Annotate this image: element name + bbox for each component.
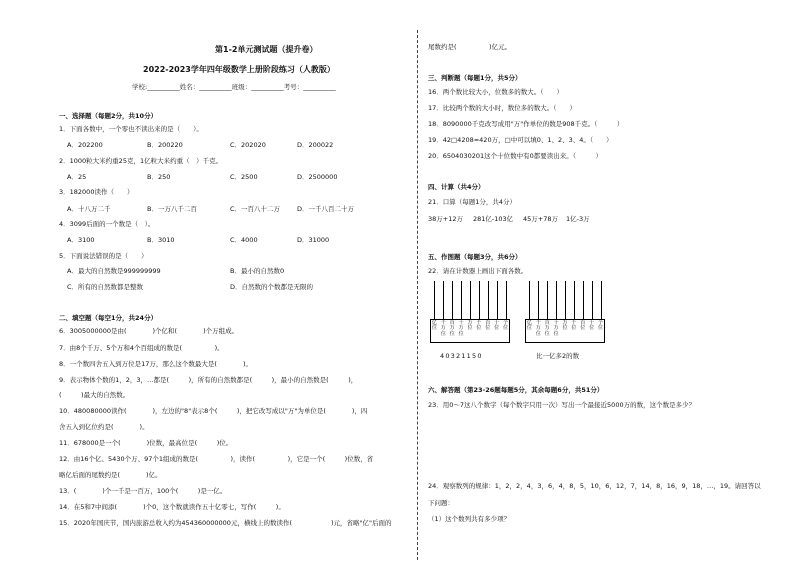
question-9-line2: ( )最大的自然数。 xyxy=(59,391,130,399)
question-21: 21．口算（每题1分，共4分） xyxy=(428,198,517,206)
abacus-place-label: 百 万 位 xyxy=(544,320,550,337)
abacus-place-label: 十 万 位 xyxy=(458,320,464,337)
abacus-place-label: 百 万 位 xyxy=(449,320,455,337)
abacus-rod xyxy=(556,281,557,319)
abacus-rod xyxy=(574,281,575,319)
abacus-rod xyxy=(583,281,584,319)
question-22: 22．请在计数器上画出下面各数。 xyxy=(428,267,528,275)
abacus-place-label: 十 位 xyxy=(494,320,500,332)
abacus-place-label: 千 万 位 xyxy=(440,320,446,337)
counting-frame-1 xyxy=(430,281,510,343)
page-title: 第1-2单元测试题（提升卷） xyxy=(215,45,318,54)
abacus-place-label: 万 位 xyxy=(562,320,568,332)
q1-option-d: D．200022 xyxy=(297,141,334,149)
abacus-place-label: 亿 位 xyxy=(431,320,437,332)
abacus2-caption: 比一亿多2的数 xyxy=(536,352,580,360)
q2-option-a: A．25 xyxy=(67,173,87,181)
question-24-part1: （1）这个数列共有多少项？ xyxy=(428,515,511,523)
abacus-rod xyxy=(565,281,566,319)
question-11: 11．678000是一个( )位数，最高位是( )位。 xyxy=(59,439,233,447)
q1-option-b: B．200220 xyxy=(147,141,183,149)
q4-option-a: A．3100 xyxy=(67,236,95,244)
calc-item-4: 1亿-3万 xyxy=(566,215,590,223)
question-24-line1: 24．观察数列的规律：1，2，2，4，3，6，4，8，5，10，6，12，7，14，8，16，9，18，…，19。请回答以 xyxy=(428,482,761,490)
calc-item-1: 38万+12万 xyxy=(428,215,463,223)
calc-item-3: 45万+78万 xyxy=(523,215,558,223)
q2-option-d: D．2500000 xyxy=(297,173,338,181)
q2-option-b: B．250 xyxy=(147,173,171,181)
abacus-place-label: 千 万 位 xyxy=(535,320,541,337)
abacus-place-label: 百 位 xyxy=(580,320,586,332)
q4-option-d: D．31000 xyxy=(297,236,330,244)
question-10-line2: 舍五入到亿位约是( )。 xyxy=(59,423,149,431)
abacus1-caption: 40321150 xyxy=(440,352,483,360)
q3-option-b: B．一万八千二百 xyxy=(147,205,197,213)
q1-option-a: A．202200 xyxy=(67,141,103,149)
q3-option-d: D．一千八百二十万 xyxy=(297,205,355,213)
q5-option-d: D．自然数的个数都是无限的 xyxy=(230,283,314,291)
q3-option-a: A．十八万二千 xyxy=(67,205,111,213)
abacus-rod xyxy=(452,281,453,319)
section6-heading: 六、解答题（第23-26题每题5分，其余每题6分，共51分） xyxy=(428,386,604,394)
q2-option-c: C．2500 xyxy=(230,173,258,181)
q5-option-a: A．最大的自然数是999999999 xyxy=(67,267,161,275)
student-info-line: 学校:__________姓名：__________班级：__________考号：__________ xyxy=(132,83,336,91)
abacus-place-label: 个 位 xyxy=(503,320,509,332)
question-6: 6．3005000000是由( )个亿和( )个万组成。 xyxy=(59,327,239,335)
abacus-place-label: 亿 位 xyxy=(526,320,532,332)
question-24-line2: 下问题： xyxy=(428,499,454,507)
abacus-rod xyxy=(506,281,507,319)
abacus-rod xyxy=(479,281,480,319)
question-18: 18．8090000千克改写成用"万"作单位的数是908千克。（ ） xyxy=(428,120,624,128)
abacus-rod xyxy=(434,281,435,319)
question-1: 1．下面各数中，一个零也不读出来的是（ ）。 xyxy=(59,125,203,133)
question-19: 19．42□4208≈420万，□中可以填0、1、2、3、4。（ ） xyxy=(428,136,613,144)
question-13: 13．( )个一千是一百万，100个( )是一亿。 xyxy=(59,487,227,495)
question-12-line2: 略亿后面的尾数约是( )亿。 xyxy=(59,471,162,479)
abacus-place-label: 万 位 xyxy=(467,320,473,332)
q5-option-c: C．所有的自然数都是整数 xyxy=(67,283,144,291)
abacus-place-label: 千 位 xyxy=(571,320,577,332)
question-7: 7．由8个千万、5个万和4个百组成的数是( )。 xyxy=(59,344,224,352)
abacus-rod xyxy=(461,281,462,319)
abacus-rod xyxy=(443,281,444,319)
section1-heading: 一、选择题（每题2分，共10分） xyxy=(59,112,158,120)
abacus-place-label: 个 位 xyxy=(598,320,604,332)
abacus-place-label: 百 位 xyxy=(485,320,491,332)
section2-heading: 二、填空题（每空1分，共24分） xyxy=(59,314,158,322)
q4-option-b: B．3010 xyxy=(147,236,175,244)
q3-option-c: C．一百八十二万 xyxy=(230,205,281,213)
question-2: 2．1000粒大米约重25克，1亿粒大米约重（ ）千克。 xyxy=(59,157,223,165)
question-9-line1: 9．表示物体个数的1，2，3，…都是( )，所有的自然数都是( )，最小的自然数是( )， xyxy=(59,376,358,384)
question-8: 8．一个数四舍五入到万位是17万，那么这个数最大是( )。 xyxy=(59,360,252,368)
q1-option-c: C．202020 xyxy=(230,141,266,149)
abacus-rod xyxy=(470,281,471,319)
abacus-rod xyxy=(538,281,539,319)
question-4: 4．3099后面的一个数是（ ）。 xyxy=(59,220,155,228)
abacus-place-label: 十 万 位 xyxy=(553,320,559,337)
q5-option-b: B．最小的自然数0 xyxy=(230,267,285,275)
section4-heading: 四、计算（共4分） xyxy=(428,183,485,191)
abacus-place-label: 十 位 xyxy=(589,320,595,332)
abacus-rod xyxy=(592,281,593,319)
q4-option-c: C．4000 xyxy=(230,236,258,244)
question-23: 23．用0～7这八个数字（每个数字只用一次）写出一个最接近5000万的数，这个数是多少？ xyxy=(428,401,696,409)
abacus-rod xyxy=(497,281,498,319)
abacus-rod xyxy=(488,281,489,319)
section3-heading: 三、判断题（每题1分，共5分） xyxy=(428,74,522,82)
calc-item-2: 281亿-103亿 xyxy=(473,215,514,223)
question-16: 16．两个数比较大小，位数多的数大。（ ） xyxy=(428,88,564,96)
abacus-place-label: 千 位 xyxy=(476,320,482,332)
question-10-line1: 10．480080000读作( )，左边的"8"表示8个( )，把它改写成以"万"为单位是( )，四 xyxy=(59,407,368,415)
question-20: 20．6504030201这个十位数中有0都要读出来。（ ） xyxy=(428,152,603,160)
question-17: 17．比较两个数的大小时，数位多的数大。（ ） xyxy=(428,104,577,112)
abacus-rod xyxy=(529,281,530,319)
abacus-rod xyxy=(547,281,548,319)
column-divider xyxy=(417,30,418,560)
abacus-rod xyxy=(601,281,602,319)
q15-continued: 尾数约是( )亿元。 xyxy=(428,43,512,51)
page-subtitle: 2022-2023学年四年级数学上册阶段练习（人教版） xyxy=(143,65,335,74)
question-12-line1: 12．由16个亿、5430个万、97个1组成的数是( )，读作( )，它是一个( )位数，省 xyxy=(59,455,374,463)
section5-heading: 五、作图题（每题3分，共6分） xyxy=(428,253,522,261)
question-15: 15．2020年国庆节，国内旅游总收入约为454360000000元，横线上的数读作( )元，省略"亿"后面的 xyxy=(59,519,392,527)
question-3: 3．182000读作（ ） xyxy=(59,188,134,196)
question-14: 14．在5和7中间添( )个0，这个数就读作五十亿零七，写作( )。 xyxy=(59,503,285,511)
counting-frame-2 xyxy=(525,281,605,343)
question-5: 5．下面说法错误的是（ ） xyxy=(59,252,148,260)
